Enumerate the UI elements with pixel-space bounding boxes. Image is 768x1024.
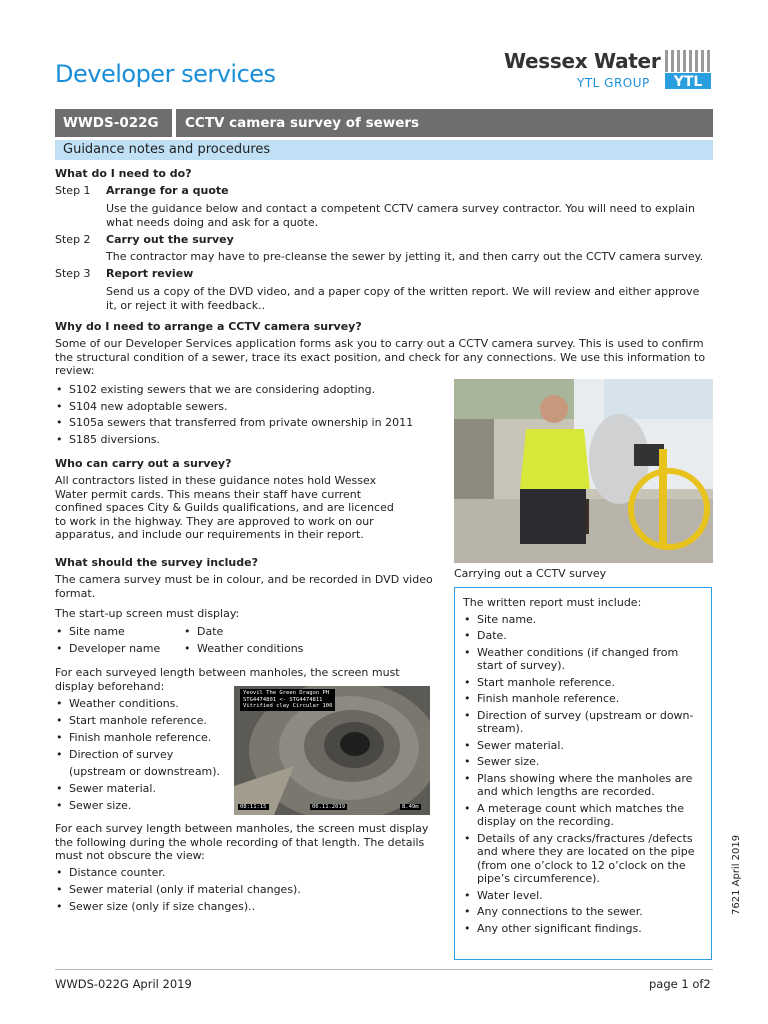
list-item: • Start manhole reference. <box>55 714 235 728</box>
frame-line-2: STG4474801 <- STG4474811 <box>243 696 323 703</box>
footer-doc-ref: WWDS-022G April 2019 <box>55 977 192 991</box>
list-item: • Plans showing where the manholes are and which lengths are recorded. <box>463 772 703 799</box>
startup-list-left <box>55 625 175 655</box>
footer-page-number: page 1 of2 <box>649 977 711 991</box>
list-item: • Weather conditions (if changed from start of survey). <box>463 646 703 673</box>
frame-line-3: Vitrified clay Circular 100 <box>243 703 333 709</box>
list-item: • Any connections to the sewer. <box>463 905 703 919</box>
list-item: • Sewer size (only if size changes).. <box>55 900 435 914</box>
list-item: • Site name <box>55 625 175 639</box>
list-item: • Details of any cracks/fractures /defects and where they are located on the pipe (from one o’clock to 12 o’clock on the pipe’s circumference). <box>463 832 703 886</box>
step-2-text: The contractor may have to pre-cleanse the sewer by jetting it, and then carry out the CCTV camera survey. <box>106 250 704 263</box>
why-heading: Why do I need to arrange a CCTV camera survey? <box>55 320 362 333</box>
list-item: • Site name. <box>463 613 703 627</box>
photo-caption: Carrying out a CCTV survey <box>454 567 607 580</box>
sewer-frame-image <box>234 686 430 815</box>
step-1-label: Step 1 <box>55 184 91 197</box>
list-item: • Sewer material (only if material changes). <box>55 883 435 897</box>
list-item: • Developer name <box>55 642 175 656</box>
report-heading: The written report must include: <box>463 596 642 609</box>
include-heading: What should the survey include? <box>55 556 258 569</box>
list-item: • Sewer size. <box>463 755 703 769</box>
subtitle-band: Guidance notes and procedures <box>55 140 713 160</box>
list-item-continued: (upstream or downstream). <box>69 765 221 778</box>
who-heading: Who can carry out a survey? <box>55 457 232 470</box>
doc-code: WWDS-022G <box>55 109 172 137</box>
list-item: • Distance counter. <box>55 866 435 880</box>
why-list <box>55 383 435 446</box>
list-item: • S185 diversions. <box>55 433 435 447</box>
list-item: • S104 new adoptable sewers. <box>55 400 435 414</box>
report-panel <box>454 587 712 960</box>
ytl-logo-icon <box>665 50 711 90</box>
list-item: • Sewer size. <box>55 799 235 813</box>
frame-meter: 8.49m <box>402 804 419 810</box>
who-text: All contractors listed in these guidance notes hold Wessex Water permit cards. This means their staff have current confined spaces City & Guilds qualifications, and are licenced to work in the highway. They are approved to work on our apparatus, and include our requirements in their report. <box>55 474 394 541</box>
step-3-label: Step 3 <box>55 267 91 280</box>
list-item: • Finish manhole reference. <box>55 731 235 745</box>
include-intro: The camera survey must be in colour, and be recorded in DVD video format. <box>55 573 433 600</box>
brand-name: Wessex Water <box>504 49 661 73</box>
why-text: Some of our Developer Services application forms ask you to carry out a CCTV camera survey. This is used to confirm the structural condition of a sewer, trace its exact position, and check for any connections. We use this information to review: <box>55 337 706 377</box>
during-list <box>55 866 435 914</box>
step-1-text: Use the guidance below and contact a competent CCTV camera survey contractor. You will need to explain what needs doing and ask for a quote. <box>106 202 695 229</box>
step-2-label: Step 2 <box>55 233 91 246</box>
list-item: • A meterage count which matches the display on the recording. <box>463 802 703 829</box>
list-item: • Date <box>183 625 343 639</box>
cctv-survey-photo <box>454 379 713 563</box>
brand-group: YTL GROUP <box>577 76 650 90</box>
footer-vertical-ref: 7621 April 2019 <box>731 834 742 915</box>
doc-title: CCTV camera survey of sewers <box>176 109 713 137</box>
list-item: • Weather conditions. <box>55 697 235 711</box>
list-item: • Sewer material. <box>55 782 235 796</box>
before-list <box>55 697 235 813</box>
before-label: For each surveyed length between manholes, the screen must display beforehand: <box>55 666 400 693</box>
list-item: • S105a sewers that transferred from private ownership in 2011 <box>55 416 435 430</box>
frame-line-1: Yeovil The Green Dragon PH <box>243 690 330 696</box>
list-item: • Weather conditions <box>183 642 343 656</box>
startup-label: The start-up screen must display: <box>55 607 240 620</box>
page-title: Developer services <box>55 60 276 88</box>
list-item: • S102 existing sewers that we are considering adopting. <box>55 383 435 397</box>
list-item: • Start manhole reference. <box>463 676 703 690</box>
step-1-title: Arrange for a quote <box>106 184 229 197</box>
list-item: • Finish manhole reference. <box>463 692 703 706</box>
report-list <box>463 613 703 936</box>
list-item: • Direction of survey (upstream or down-stream). <box>463 709 703 736</box>
what-heading: What do I need to do? <box>55 167 192 180</box>
list-item: • Water level. <box>463 889 703 903</box>
footer-divider <box>55 969 713 970</box>
list-item: • Date. <box>463 629 703 643</box>
svg-text:YTL: YTL <box>673 74 703 90</box>
during-label: For each survey length between manholes, the screen must display the following during the whole recording of that length. The details must not obscure the view: <box>55 822 429 862</box>
frame-time: 08:11:15 <box>240 804 267 810</box>
list-item: • Sewer material. <box>463 739 703 753</box>
step-3-text: Send us a copy of the DVD video, and a paper copy of the written report. We will review and either approve it, or reject it with feedback.. <box>106 285 700 312</box>
step-2-title: Carry out the survey <box>106 233 234 246</box>
frame-overlay-header <box>240 689 335 711</box>
list-item: • Direction of survey <box>55 748 235 762</box>
frame-date: 06.11.2019 <box>312 804 346 810</box>
startup-list-right <box>183 625 343 655</box>
step-3-title: Report review <box>106 267 194 280</box>
list-item: • Any other significant findings. <box>463 922 703 936</box>
